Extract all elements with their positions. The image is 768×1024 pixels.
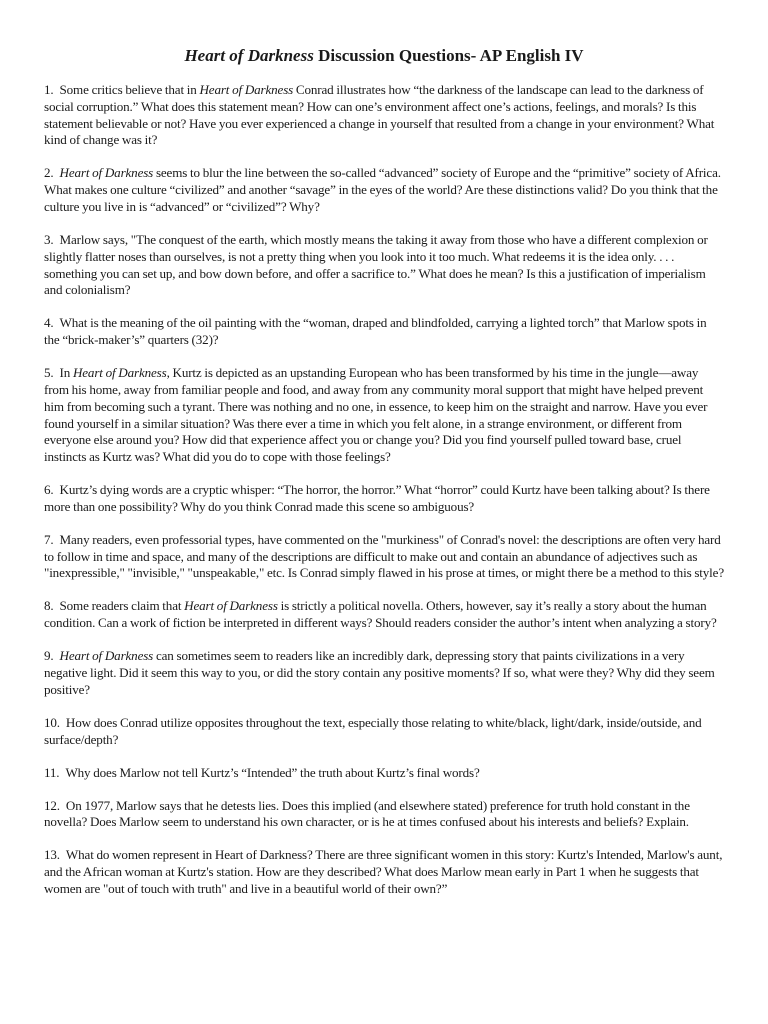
question-text: Marlow says, "The conquest of the earth, which mostly means the taking it away from those who have a different complexion or slightly flatter noses than ourselves, is not a pretty thing when you look into it too much. What redeems it is the idea only. . . . something you can set up, and bow down before, and offer a sacrifice to.” What does he mean? Is this a justification of imperialism and colonialism? (44, 231, 708, 298)
question-text: Kurtz’s dying words are a cryptic whisper: “The horror, the horror.” What “horror” could Kurtz have been talking about? Is there more than one possibility? Why do you think Conrad made this scene so ambiguous? (44, 482, 710, 514)
question-1 (44, 82, 724, 149)
question-number: 4. (44, 315, 54, 331)
question-6 (44, 482, 724, 516)
book-title-italic: Heart of Darkness (184, 598, 278, 614)
question-number: 13. (44, 847, 60, 863)
question-text: seems to blur the line between the so-called “advanced” society of Europe and the “primitive” society of Africa. What makes one culture “civilized” and another “savage” in the eyes of the world? Are these distinctions valid? Do you think that the culture you live in is “advanced” or “civilized”? Why? (44, 165, 721, 214)
title-rest: Discussion Questions- AP English IV (313, 46, 584, 65)
question-text: What do women represent in Heart of Darkness? There are three significant women in this story: Kurtz's Intended, Marlow's aunt, and the African woman at Kurtz's station. How are they described? What does Marlow mean early in Part 1 when he suggests that women are "out of touch with truth" and live in a beautiful world of their own?” (44, 847, 723, 896)
question-text: What is the meaning of the oil painting with the “woman, draped and blindfolded, carrying a lighted torch” that Marlow spots in the “brick-maker’s” quarters (32)? (44, 315, 707, 348)
question-4 (44, 315, 724, 349)
question-text: Why does Marlow not tell Kurtz’s “Intended” the truth about Kurtz’s final words? (65, 764, 480, 780)
question-3 (44, 232, 724, 299)
question-text: Many readers, even professorial types, have commented on the "murkiness" of Conrad's novel: the descriptions are often very hard to follow in time and space, and many of the descriptions are difficult to make out and contain an abundance of adjectives such as "inexpressible," "invisible," "unspeakable," etc. Is Conrad simply flawed in his prose at times, or might there be a method to this style? (44, 531, 724, 581)
question-text: On 1977, Marlow says that he detests lies. Does this implied (and elsewhere stated) preference for truth hold constant in the novella? Does Marlow seem to understand his own character, or is he at times confused about his interests and beliefs? Explain. (44, 797, 690, 830)
question-13 (44, 847, 724, 897)
book-title-italic: Heart of Darkness (59, 648, 154, 664)
book-title-italic: Heart of Darkness (72, 365, 167, 381)
question-text: Some readers claim that (59, 598, 185, 614)
question-11 (44, 765, 724, 782)
question-number: 3. (44, 231, 54, 247)
page-title (44, 46, 724, 66)
question-2 (44, 165, 724, 215)
question-number: 8. (44, 598, 54, 614)
question-text: can sometimes seem to readers like an incredibly dark, depressing story that paints civilizations in a very negative light. Did it seem this way to you, or did the story contain any positive moments? If so, what were they? Why did they seem positive? (44, 648, 715, 697)
question-text: Conrad illustrates how “the darkness of the landscape can lead to the darkness of social corruption.” What does this statement mean? How can one’s environment affect one’s actions, feelings, and morals? Is this statement believable or not? Have you ever experienced a change in yourself that resulted from a change in your environment? What kind of change was it? (44, 82, 715, 148)
question-text: In (59, 365, 73, 381)
question-number: 7. (44, 531, 54, 547)
question-9 (44, 648, 724, 698)
question-10 (44, 715, 724, 749)
question-number: 9. (44, 648, 54, 664)
question-text: is strictly a political novella. Others, however, say it’s really a story about the human condition. Can a work of fiction be interpreted in different ways? Should readers consider the author’s intent when analyzing a story? (44, 598, 717, 631)
question-5 (44, 365, 724, 466)
question-number: 2. (44, 165, 54, 181)
question-list (44, 82, 724, 898)
question-text: Some critics believe that in (59, 82, 200, 97)
book-title-italic: Heart of Darkness (199, 82, 294, 97)
question-number: 1. (44, 82, 54, 97)
question-12 (44, 798, 724, 832)
question-text: , Kurtz is depicted as an upstanding European who has been transformed by his time in the jungle—away from his home, away from familiar people and food, and away from any community moral support that might have helped prevent him from becoming such a tyrant. There was nothing and no one, in essence, to keep him on the straight and narrow. Have you ever found yourself in a similar situation? Was there ever a time in which you felt alone, in a strange environment, or different from everyone else around you? How did that experience affect you or change you? Did you find yourself pulled toward base, cruel instincts as Kurtz was? What did you do to cope with those feelings? (44, 365, 708, 465)
title-italic: Heart of Darkness (184, 46, 314, 65)
question-number: 6. (44, 482, 54, 498)
question-number: 12. (44, 797, 60, 813)
question-8 (44, 598, 724, 632)
question-number: 10. (44, 714, 60, 730)
question-text: How does Conrad utilize opposites throughout the text, especially those relating to white/black, light/dark, inside/outside, and surface/depth? (44, 714, 702, 747)
book-title-italic: Heart of Darkness (59, 165, 154, 181)
question-number: 5. (44, 365, 54, 381)
question-7 (44, 532, 724, 582)
question-number: 11. (44, 764, 60, 780)
